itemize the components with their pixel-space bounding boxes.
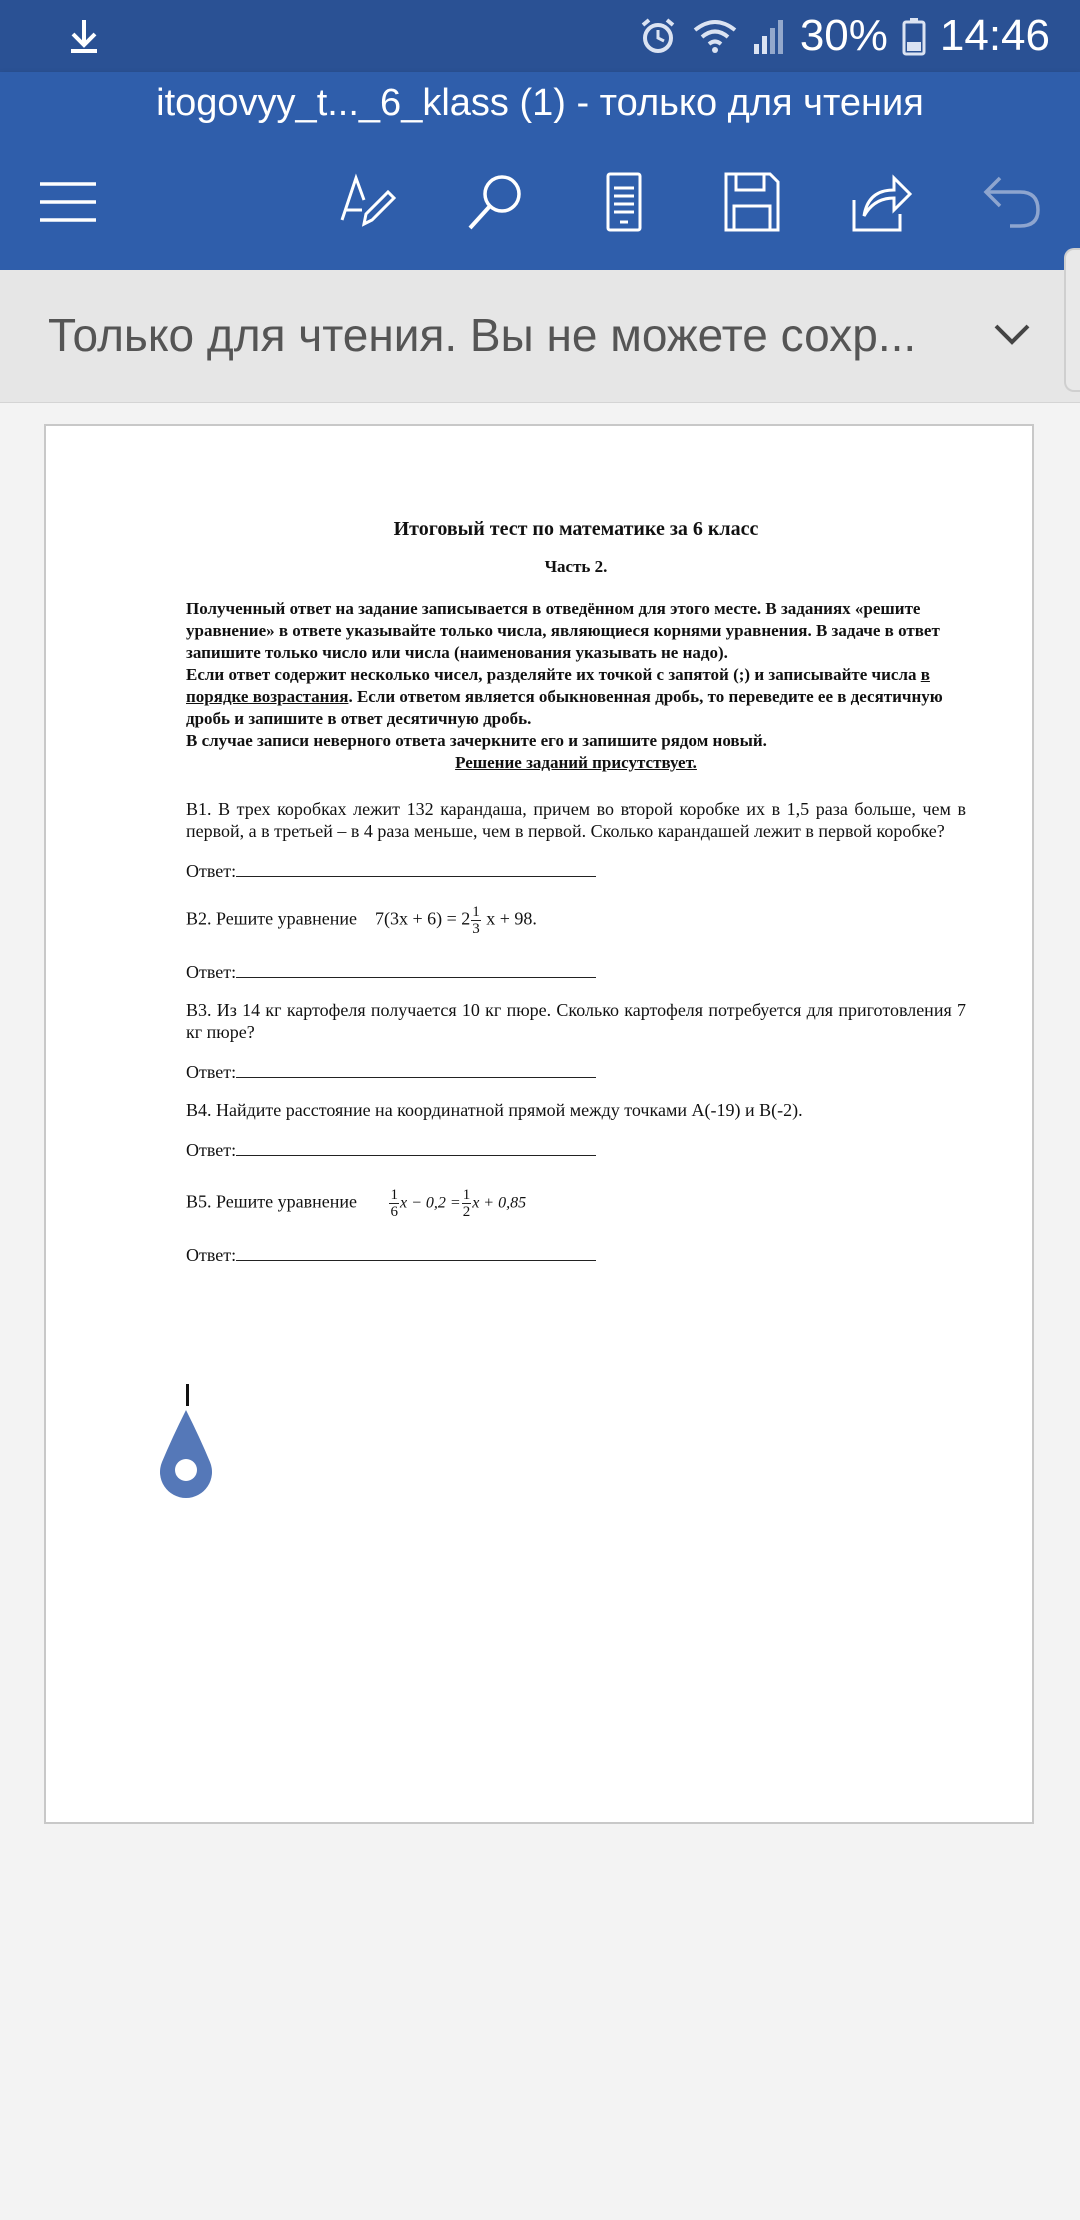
reading-view-icon [592,170,656,234]
read-only-message: Только для чтения. Вы не можете сохр... [48,309,917,361]
share-icon [850,170,914,234]
answer-line [236,1246,596,1261]
task-b5-equation-end: x + 0,85 [472,1194,527,1212]
status-indicators [638,10,1050,62]
draw-pen-icon [336,170,400,234]
undo-icon [980,170,1044,234]
fraction-numerator: 1 [462,1187,471,1203]
answer-line [236,1063,596,1078]
download-icon [64,16,104,56]
answer-label: Ответ: [186,1062,237,1082]
answer-line [236,862,596,877]
task-b5-equation-middle: x − 0,2 = [399,1194,461,1212]
status-bar [0,0,1080,72]
fraction-denominator: 3 [472,921,480,937]
chevron-down-icon[interactable] [982,310,1042,360]
task-b5 [186,1187,966,1220]
fraction [389,1187,399,1220]
fraction [462,1187,472,1220]
task-b2-equation-left: 7(3x + 6) = 2 [374,908,471,929]
answer-field [186,1244,966,1266]
save-button[interactable] [714,164,790,240]
task-b2-lead: В2. Решите уравнение [186,908,357,929]
answer-line [236,1141,596,1156]
answer-field [186,1061,966,1083]
search-icon [464,170,528,234]
answer-label: Ответ: [186,1140,237,1160]
cursor-handle[interactable] [156,1408,216,1500]
instructions-paragraph-3: В случае записи неверного ответа зачеркните его и запишите рядом новый. [186,731,767,750]
fraction-numerator: 1 [472,904,480,920]
task-b3: В3. Из 14 кг картофеля получается 10 кг пюре. Сколько картофеля потребуется для приготовления 7 кг пюре? [186,1000,966,1042]
clock: 14:46 [939,11,1050,60]
instructions-text: . Если ответом является обыкновенная дробь, то переведите ее в десятичную дробь и запишите в ответ десятичную дробь. [186,687,943,728]
instructions-paragraph-1: Полученный ответ на задание записывается в отведённом для этого месте. В заданиях «решите уравнение» в ответе указывайте только числа, являющиеся корнями уравнения. В задаче в ответ запишите только число или числа (наименования указывать не надо). [186,599,940,662]
document-heading: Итоговый тест по математике за 6 класс [393,518,759,540]
undo-button[interactable] [974,164,1050,240]
answer-field [186,1139,966,1161]
task-b5-lead: В5. Решите уравнение [186,1191,357,1212]
battery-percent: 30% [799,11,888,60]
wifi-icon [692,16,738,56]
battery-icon [902,16,926,56]
text-cursor [186,1384,189,1406]
answer-field [186,860,966,882]
fraction-denominator: 2 [462,1204,471,1220]
task-b4: В4. Найдите расстояние на координатной прямой между точками А(-19) и В(-2). [186,1100,803,1120]
instructions-paragraph-4: Решение заданий присутствует. [455,753,697,772]
menu-icon [36,170,100,234]
draw-button[interactable] [330,164,406,240]
instructions-text: Если ответ содержит несколько чисел, разделяйте их точкой с запятой (;) и записывайте числа [186,665,921,684]
answer-label: Ответ: [186,962,237,982]
answer-line [236,963,596,978]
answer-label: Ответ: [186,1245,237,1265]
share-button[interactable] [844,164,920,240]
search-button[interactable] [458,164,534,240]
fraction-denominator: 6 [390,1204,398,1220]
alarm-icon [638,16,678,56]
instructions-paragraph-2 [186,664,966,730]
task-b2 [186,904,966,937]
fraction [471,904,481,937]
signal-icon [752,16,786,56]
scroll-handle[interactable] [1064,248,1080,392]
answer-field [186,961,966,983]
app-header [0,72,1080,270]
read-only-banner[interactable] [0,270,1080,403]
answer-label: Ответ: [186,861,237,881]
task-b1: В1. В трех коробках лежит 132 карандаша, причем во второй коробке их в 1,5 раза больше, чем в первой, а в третьей – в 4 раза меньше, чем в первой. Сколько карандашей лежит в первой коробке? [186,799,966,841]
instructions-underlined: в порядке возрастания [186,665,930,706]
save-icon [720,170,784,234]
task-b2-equation-right: x + 98. [486,908,537,929]
menu-button[interactable] [30,164,106,240]
reading-view-button[interactable] [586,164,662,240]
document-body [186,518,966,1266]
document-part: Часть 2. [544,557,608,576]
fraction-numerator: 1 [390,1187,398,1203]
document-title: itogovyy_t..._6_klass (1) - только для чтения [156,82,924,124]
